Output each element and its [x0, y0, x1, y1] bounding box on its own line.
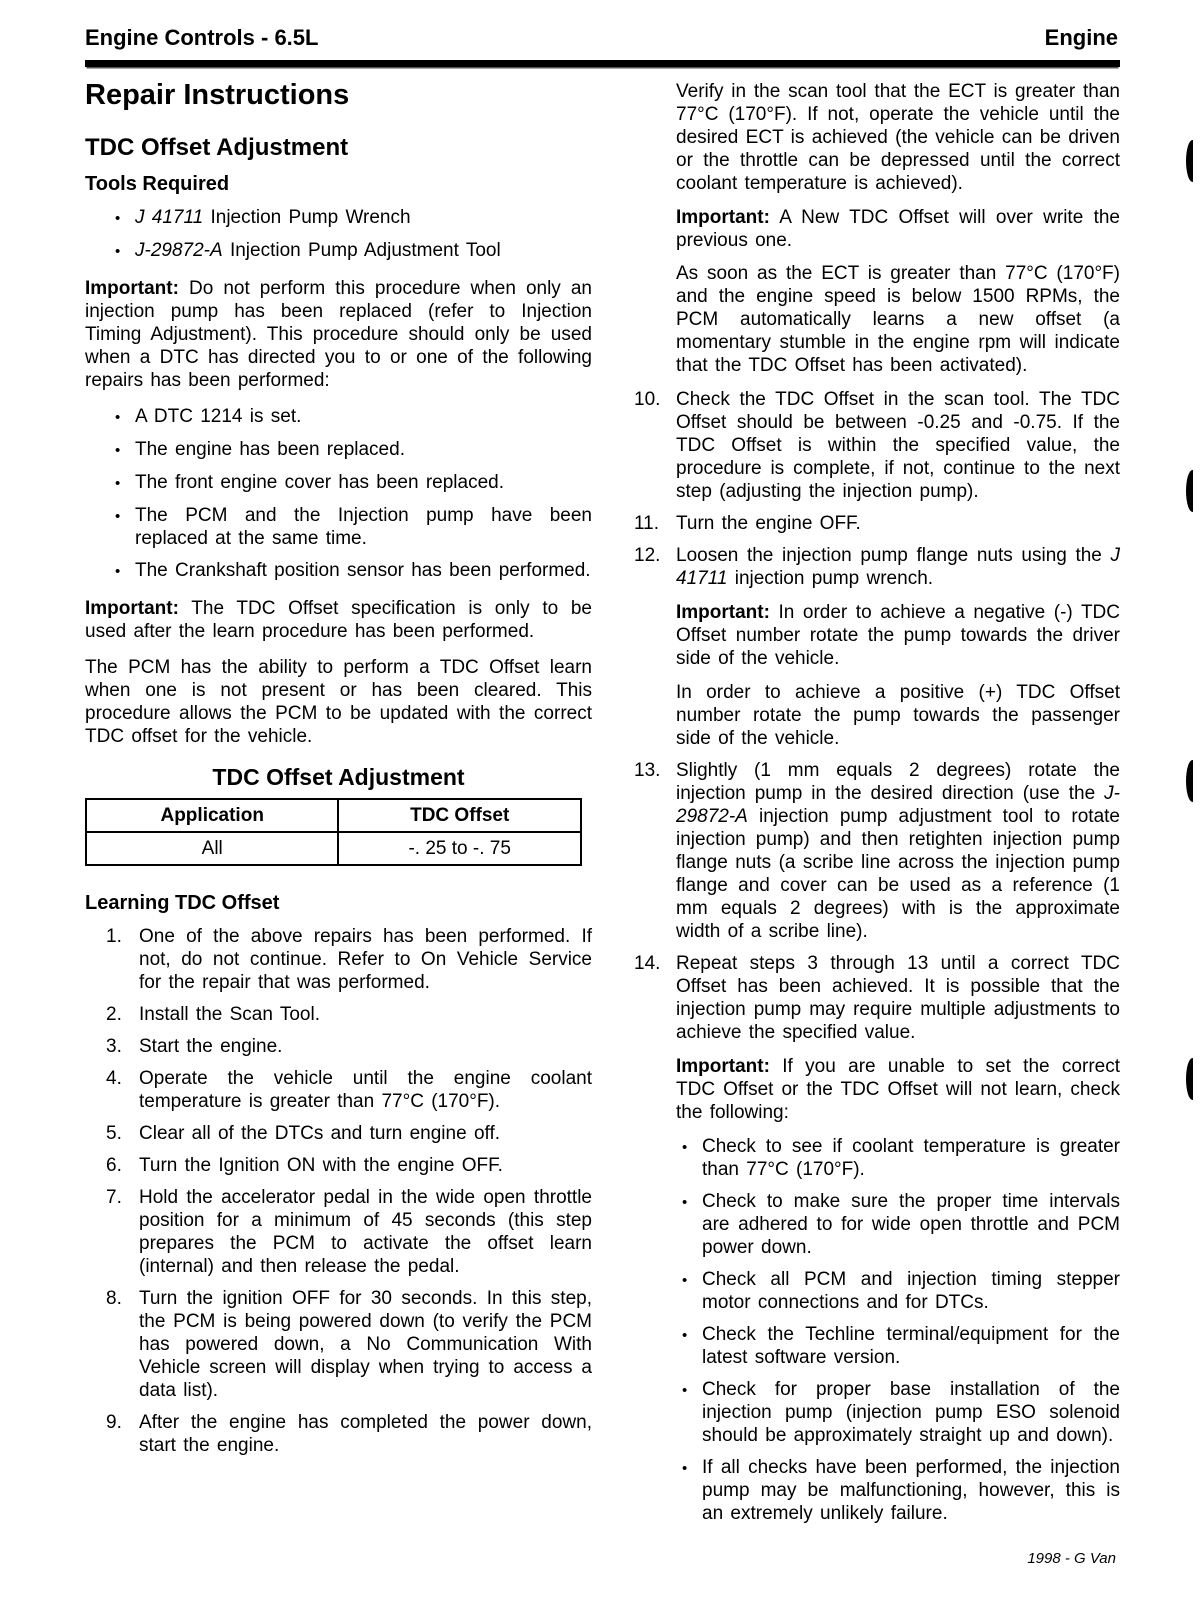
step-14	[634, 952, 1120, 1534]
ect-paragraph: As soon as the ECT is greater than 77°C (170°F) and the engine speed is below 1500 RPMs, the PCM automatically learns a new offset (a momentary stumble in the engine rpm will indicate that the TDC Offset has been activated).	[676, 263, 1120, 376]
binder-hole-mark	[1186, 140, 1199, 182]
important-note-unable	[676, 1055, 1120, 1124]
step-text-main: Repeat steps 3 through 13 until a correct TDC Offset has been achieved. It is possible that the injection pump may require multiple adjustments to achieve the specified value.	[676, 953, 1120, 1043]
list-item	[676, 1378, 1120, 1447]
learning-tdc-offset-heading: Learning TDC Offset	[85, 892, 280, 914]
table-cell-tdc-offset: -. 25 to -. 75	[338, 832, 581, 865]
verify-paragraph: Verify in the scan tool that the ECT is greater than 77°C (170°F). If not, operate the vehicle until the desired ECT is achieved (the vehicle can be driven or the throttle can be depressed until the correct coolant temperature is achieved).	[676, 81, 1120, 194]
page-title: Repair Instructions	[85, 79, 350, 111]
table-header-application: Application	[86, 799, 338, 832]
bullet-icon	[682, 1323, 702, 1369]
list-item	[676, 1135, 1120, 1181]
important-note-negative	[676, 601, 1120, 670]
step-number: 3.	[106, 1036, 122, 1057]
bullet-icon	[682, 1268, 702, 1314]
step-text: Hold the accelerator pedal in the wide open throttle position for a minimum of 45 seconds (this step prepares the PCM to activate the offset learn (internal) and then release the pedal.	[139, 1187, 592, 1277]
step-number: 6.	[106, 1155, 122, 1176]
step-2	[85, 1003, 592, 1026]
step-number: 10.	[634, 389, 661, 410]
step-text-post: injection pump adjustment tool to rotate injection pump) and then retighten injection pump flange nuts (a scribe line across the injection pump flange and cover can be used as a reference (1 mm equals 2 degrees) with is the approximate width of a scribe line).	[676, 806, 1120, 942]
table-cell-application: All	[86, 832, 338, 865]
table-header-tdc-offset: TDC Offset	[338, 799, 581, 832]
bullet-icon	[115, 438, 135, 462]
tool-desc: Injection Pump Adjustment Tool	[222, 240, 501, 261]
binder-hole-mark	[1186, 1058, 1199, 1100]
step-6	[85, 1154, 592, 1177]
tools-list	[85, 206, 592, 263]
tool-number: J-29872-A	[676, 783, 1120, 827]
important-note-spec	[85, 597, 592, 643]
step-number: 7.	[106, 1187, 122, 1208]
header-chapter-title: Engine	[1044, 25, 1118, 50]
important-text: In order to achieve a negative (-) TDC Offset number rotate the pump towards the driver side of the vehicle.	[676, 602, 1120, 669]
step-text: One of the above repairs has been performed. If not, do not continue. Refer to On Vehicle Service for the repair that was performed.	[139, 926, 592, 993]
repair-text: The front engine cover has been replaced.	[135, 472, 505, 493]
pcm-paragraph: The PCM has the ability to perform a TDC Offset learn when one is not present or has been cleared. This procedure allows the PCM to be updated with the correct TDC offset for the vehicle.	[85, 657, 592, 747]
step-7	[85, 1186, 592, 1278]
step-text-post: injection pump wrench.	[727, 568, 934, 589]
check-text: Check the Techline terminal/equipment for the latest software version.	[702, 1324, 1120, 1368]
step-text: Operate the vehicle until the engine coolant temperature is greater than 77°C (170°F).	[139, 1068, 592, 1112]
list-item	[676, 1268, 1120, 1314]
step-number: 4.	[106, 1068, 122, 1089]
tool-desc: Injection Pump Wrench	[203, 207, 411, 228]
important-text: If you are unable to set the correct TDC Offset or the TDC Offset will not learn, check the following:	[676, 1056, 1120, 1123]
header-rule	[85, 60, 1120, 67]
bullet-icon	[682, 1456, 702, 1525]
bullet-icon	[115, 471, 135, 495]
step-11	[634, 512, 1120, 535]
section-title-tdc-offset-adjustment: TDC Offset Adjustment	[85, 134, 349, 161]
important-text: The TDC Offset specification is only to be used after the learn procedure has been performed.	[85, 598, 592, 642]
tdc-offset-table-block	[85, 766, 592, 866]
list-item	[85, 405, 592, 429]
bullet-icon	[115, 504, 135, 550]
list-item	[676, 1323, 1120, 1369]
repair-text: A DTC 1214 is set.	[135, 406, 302, 427]
bullet-icon	[682, 1190, 702, 1259]
step-8	[85, 1287, 592, 1402]
step-number: 11.	[634, 513, 660, 534]
bullet-icon	[115, 206, 135, 230]
header-section-title: Engine Controls - 6.5L	[85, 25, 319, 50]
repairs-list	[85, 405, 592, 583]
tdc-offset-table	[85, 798, 582, 866]
step-text: Check the TDC Offset in the scan tool. The TDC Offset should be between -0.25 and -0.75. If the TDC Offset is within the specified value, the procedure is complete, if not, continue to the next step (adjusting the injection pump).	[676, 389, 1120, 502]
repair-text: The engine has been replaced.	[135, 439, 405, 460]
step-number: 9.	[106, 1412, 122, 1433]
step-10	[634, 388, 1120, 503]
repair-text: The PCM and the Injection pump have been replaced at the same time.	[135, 505, 592, 549]
learning-steps-list	[85, 925, 592, 1457]
tool-text	[135, 206, 592, 230]
check-text: Check for proper base installation of the injection pump (injection pump ESO solenoid should be approximately straight up and down).	[702, 1379, 1120, 1446]
right-column	[634, 80, 1120, 1543]
list-item	[85, 239, 592, 263]
important-label: Important:	[676, 207, 770, 228]
check-text: Check to make sure the proper time intervals are adhered to for wide open throttle and PCM power down.	[702, 1191, 1120, 1258]
step-1	[85, 925, 592, 994]
step-9	[85, 1411, 592, 1457]
step-number: 13.	[634, 760, 661, 781]
step-text	[676, 952, 1120, 1534]
step-text: Turn the ignition OFF for 30 seconds. In this step, the PCM is being powered down (to verify the PCM has powered down, a No Communication With Vehicle screen will display when trying to access a data list).	[139, 1288, 592, 1401]
step-3	[85, 1035, 592, 1058]
bullet-icon	[682, 1378, 702, 1447]
table-row	[86, 832, 581, 865]
check-text: If all checks have been performed, the injection pump may be malfunctioning, however, this is an extremely unlikely failure.	[702, 1457, 1120, 1524]
step-number: 2.	[106, 1004, 122, 1025]
step-number: 14.	[634, 953, 661, 974]
list-item	[85, 504, 592, 550]
important-note-intro	[85, 277, 592, 392]
step-12	[634, 544, 1120, 750]
important-note-overwrite	[676, 206, 1120, 252]
important-label: Important:	[676, 602, 770, 623]
tool-number: J 41711	[676, 545, 1120, 589]
bullet-icon	[115, 559, 135, 583]
binder-hole-mark	[1186, 470, 1199, 512]
step-text: Install the Scan Tool.	[139, 1004, 320, 1025]
list-item	[85, 559, 592, 583]
important-label: Important:	[676, 1056, 770, 1077]
important-label: Important:	[85, 278, 179, 299]
step-13	[634, 759, 1120, 943]
list-item	[676, 1456, 1120, 1525]
step-5	[85, 1122, 592, 1145]
step-number: 1.	[106, 926, 122, 947]
step-text-pre: Loosen the injection pump flange nuts using the	[676, 545, 1111, 566]
step-text	[676, 759, 1120, 943]
list-item	[85, 471, 592, 495]
table-header-row	[86, 799, 581, 832]
step-4	[85, 1067, 592, 1113]
step-number: 5.	[106, 1123, 122, 1144]
tool-number: J-29872-A	[135, 240, 223, 261]
step-text	[676, 544, 1120, 750]
list-item	[85, 438, 592, 462]
positive-note: In order to achieve a positive (+) TDC Offset number rotate the pump towards the passenger side of the vehicle.	[676, 682, 1120, 749]
tools-required-heading: Tools Required	[85, 173, 230, 195]
check-text: Check to see if coolant temperature is greater than 77°C (170°F).	[702, 1136, 1120, 1180]
bullet-icon	[115, 405, 135, 429]
important-text: Do not perform this procedure when only an injection pump has been replaced (refer to Injection Timing Adjustment). This procedure should only be used when a DTC has directed you to or one of the following repairs has been performed:	[85, 278, 592, 391]
check-text: Check all PCM and injection timing stepper motor connections and for DTCs.	[702, 1269, 1120, 1313]
check-list	[676, 1135, 1120, 1525]
step-number: 8.	[106, 1288, 122, 1309]
bullet-icon	[115, 239, 135, 263]
tool-text	[135, 239, 592, 263]
important-label: Important:	[85, 598, 179, 619]
binder-hole-mark	[1186, 760, 1199, 802]
step-text: Start the engine.	[139, 1036, 283, 1057]
repair-text: The Crankshaft position sensor has been performed.	[135, 560, 591, 581]
important-text: A New TDC Offset will over write the previous one.	[676, 207, 1120, 251]
footer-edition-label: 1998 - G Van	[1027, 1550, 1116, 1567]
step-text: After the engine has completed the power down, start the engine.	[139, 1412, 592, 1456]
step-text-pre: Slightly (1 mm equals 2 degrees) rotate the injection pump in the desired direction (use the	[676, 760, 1120, 804]
bullet-icon	[682, 1135, 702, 1181]
list-item	[85, 206, 592, 230]
left-column	[85, 80, 592, 1466]
list-item	[676, 1190, 1120, 1259]
table-title: TDC Offset Adjustment	[212, 764, 465, 790]
tool-number: J 41711	[135, 207, 204, 228]
step-text: Clear all of the DTCs and turn engine off.	[139, 1123, 501, 1144]
step-text: Turn the Ignition ON with the engine OFF.	[139, 1155, 503, 1176]
step-number: 12.	[634, 545, 661, 566]
step-text: Turn the engine OFF.	[676, 513, 861, 534]
